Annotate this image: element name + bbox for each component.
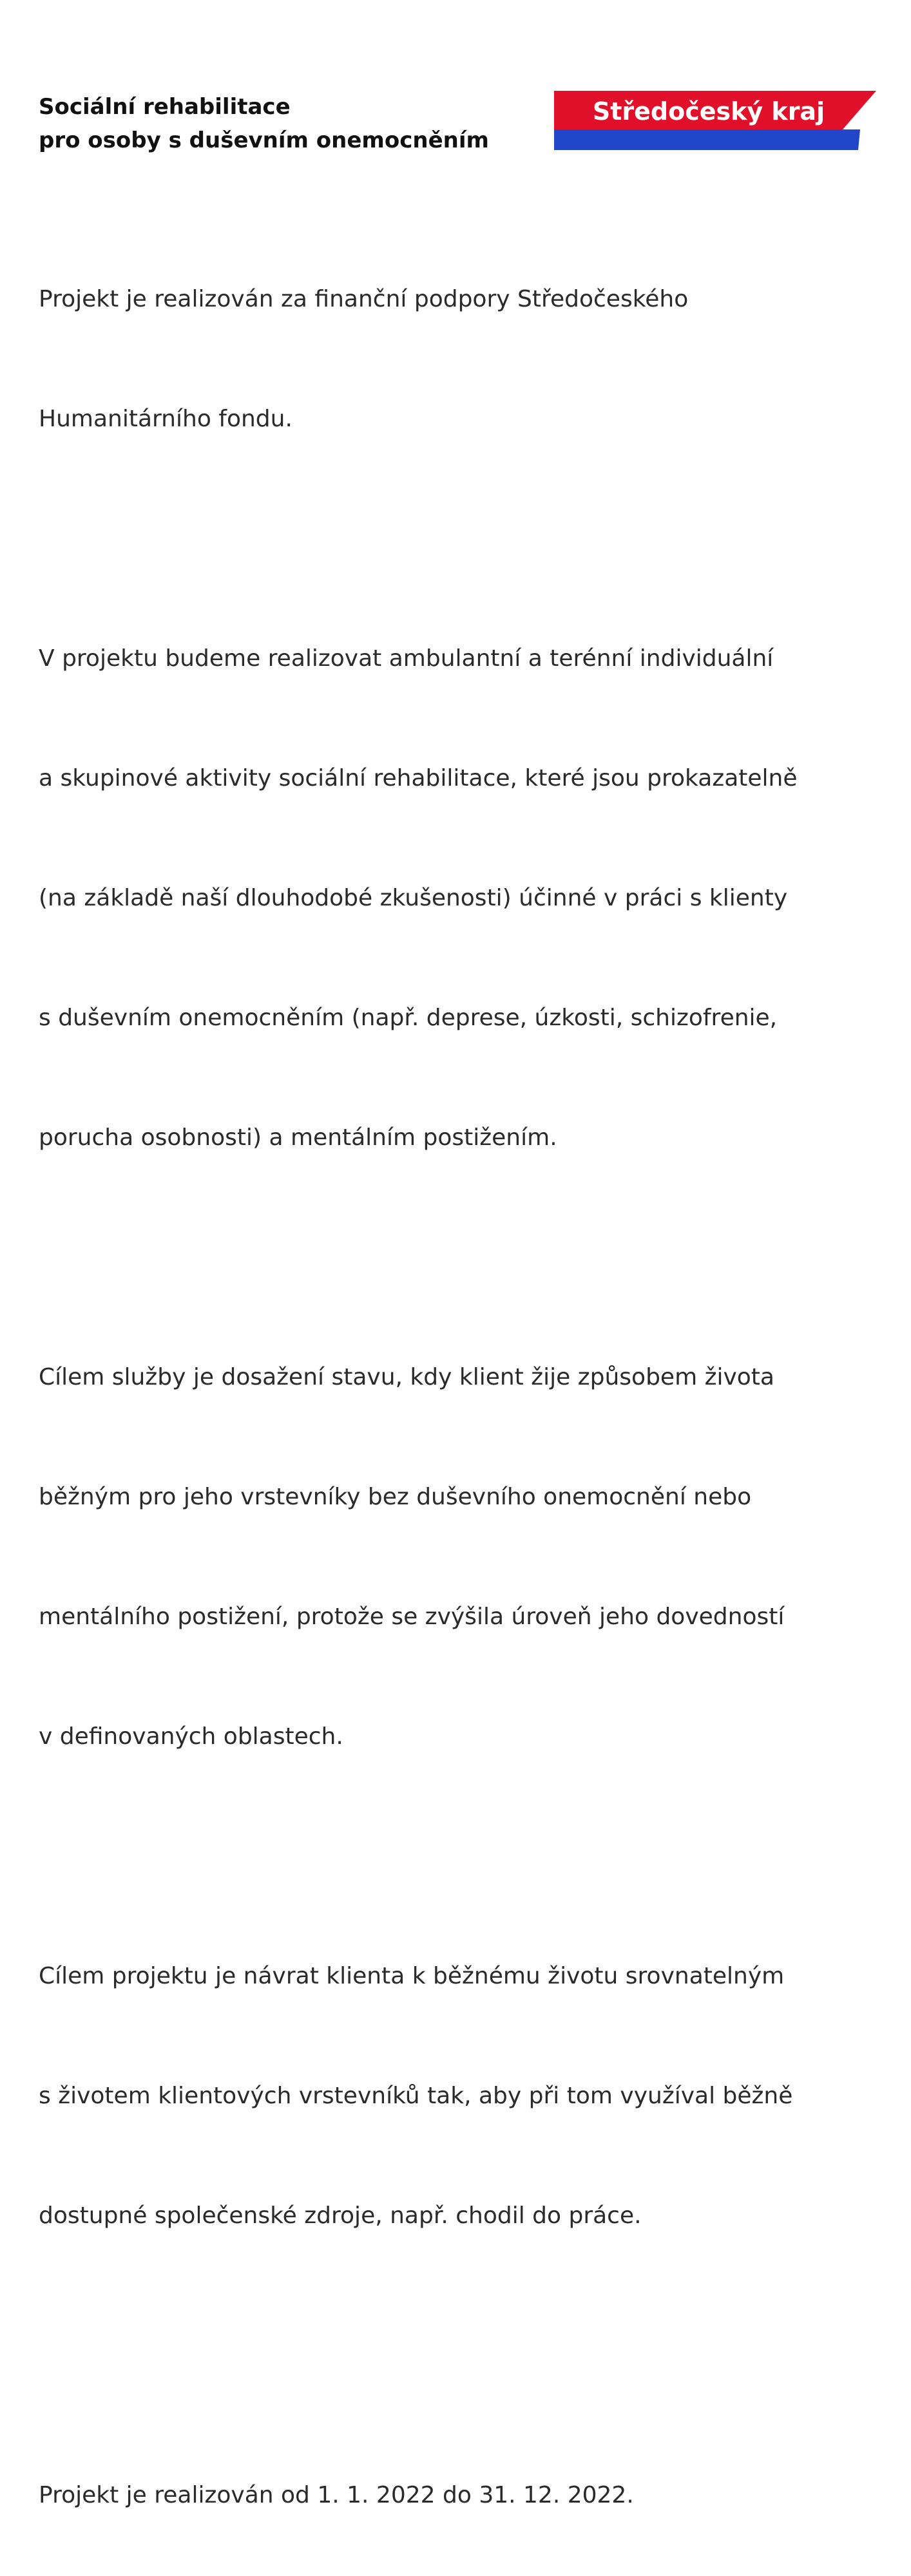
text-line: s životem klientových vrstevníků tak, aby při tom využíval běžně: [39, 2083, 793, 2109]
text-line: dostupné společenské zdroje, např. chodil do práce.: [39, 2202, 642, 2229]
paragraph-funding: [39, 200, 889, 519]
text-line: (na základě naší dlouhodobé zkušenosti) účinné v práci s klienty: [39, 885, 788, 911]
text-line: V projektu budeme realizovat ambulantní a terénní individuální: [39, 645, 774, 672]
text-line: Cílem projektu je návrat klienta k běžnému životu srovnatelným: [39, 1963, 785, 1989]
logo-graphic: [554, 91, 876, 150]
text-line: porucha osobnosti) a mentálním postižením.: [39, 1124, 557, 1151]
text-line: Projekt je realizován za finanční podpory Středočeského: [39, 286, 689, 312]
text-line: s duševním onemocněním (např. deprese, úzkosti, schizofrenie,: [39, 1005, 778, 1031]
text-line: Cílem služby je dosažení stavu, kdy klient žije způsobem života: [39, 1364, 774, 1390]
text-line: Humanitárního fondu.: [39, 406, 292, 432]
paragraph-activities: [39, 559, 889, 1238]
text-line: běžným pro jeho vrstevníky bez duševního onemocnění nebo: [39, 1484, 752, 1510]
page-title-line-2: pro osoby s duševním onemocněním: [39, 128, 489, 153]
text-line: a skupinové aktivity sociální rehabilitace, které jsou prokazatelně: [39, 765, 798, 791]
paragraph-project-dates: [39, 2396, 889, 2576]
logo-text: Středočeský kraj: [592, 97, 825, 126]
logo-blue-tip: [554, 129, 861, 150]
stredocesky-kraj-logo: [554, 91, 876, 150]
text-line: Projekt je realizován od 1. 1. 2022 do 31. 12. 2022.: [39, 2482, 634, 2508]
text-line: mentálního postižení, protože se zvýšila úroveň jeho dovedností: [39, 1604, 785, 1630]
document-body: [39, 200, 889, 2576]
paragraph-service-goal: [39, 1278, 889, 1837]
page-title: [39, 90, 541, 157]
paragraph-project-goal: [39, 1877, 889, 2316]
text-line: v definovaných oblastech.: [39, 1723, 343, 1750]
page-title-line-1: Sociální rehabilitace: [39, 94, 291, 120]
